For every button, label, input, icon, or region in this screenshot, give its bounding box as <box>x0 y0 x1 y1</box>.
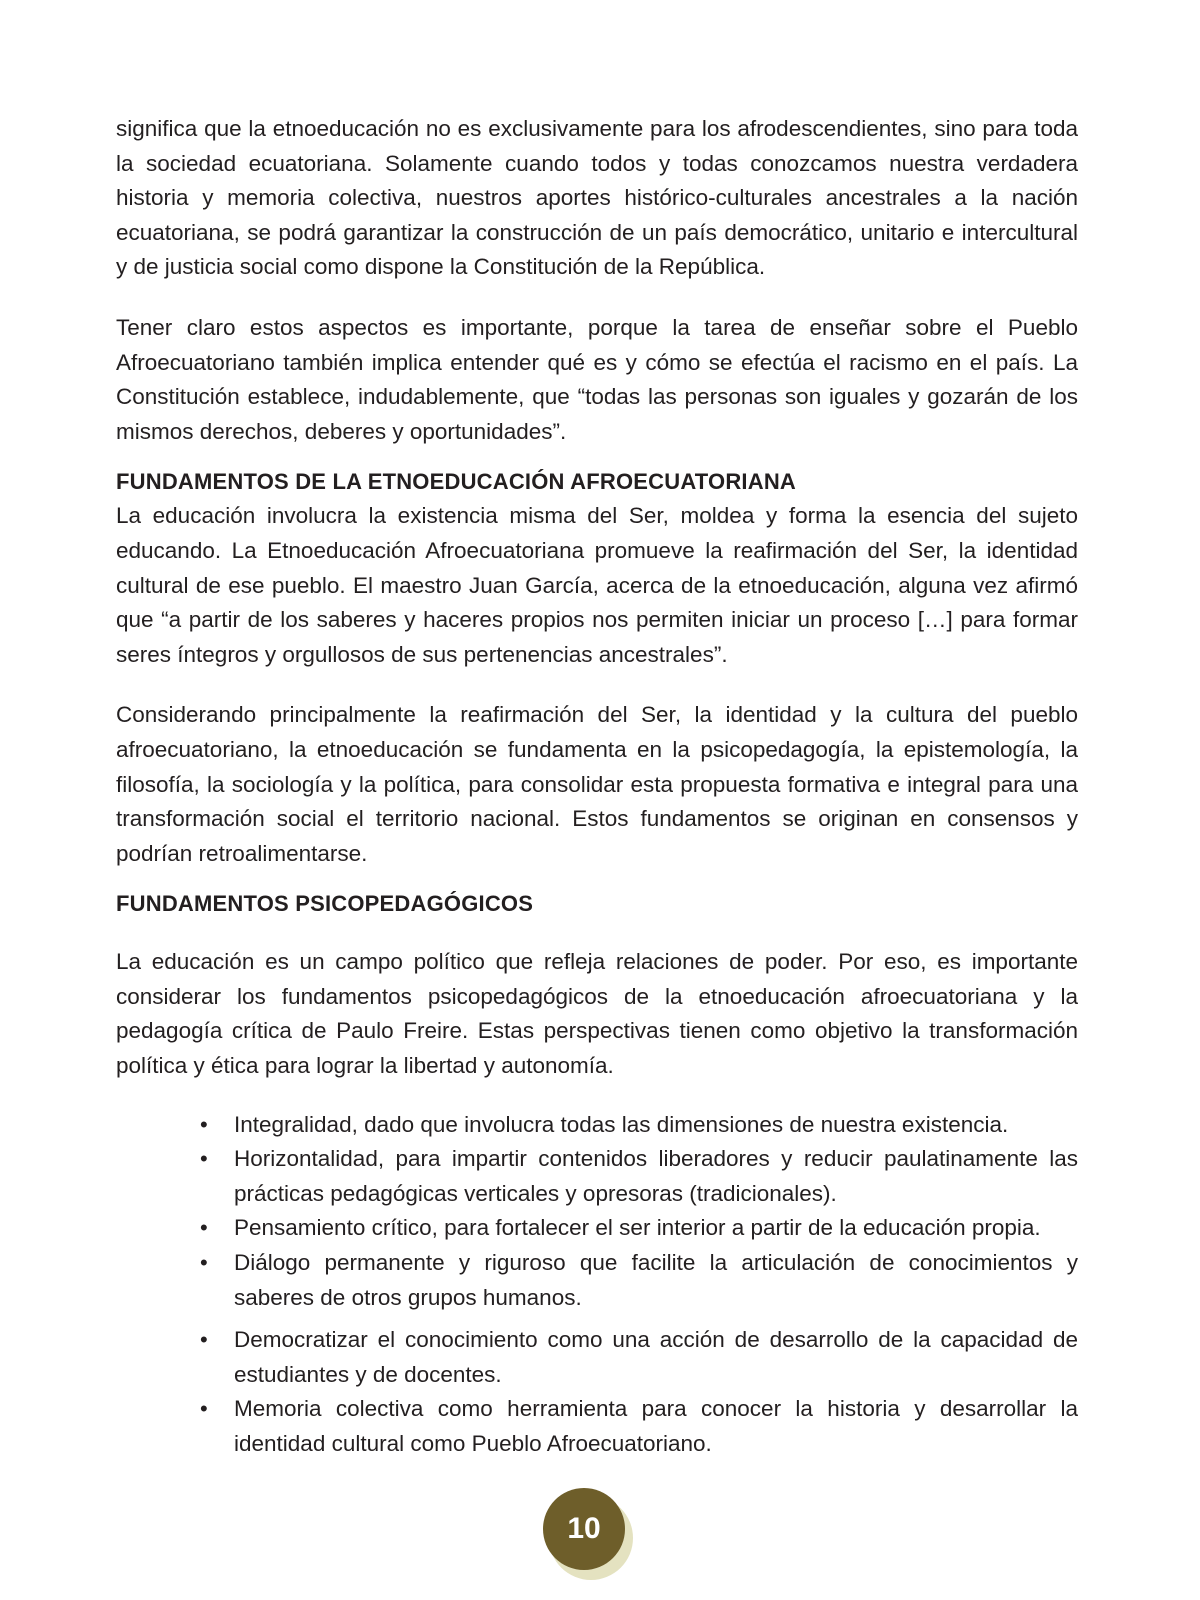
list-item-text: Horizontalidad, para impartir contenidos liberadores y reducir paulatinamente las prácticas pedagógicas verticales y opresoras (tradicionales). <box>234 1146 1078 1206</box>
list-item <box>200 1142 1078 1211</box>
bullet-icon: • <box>200 1396 208 1422</box>
list-item <box>200 1246 1078 1315</box>
paragraph-section1-2: Considerando principalmente la reafirmación del Ser, la identidad y la cultura del pueblo afroecuatoriano, la etnoeducación se fundamenta en la psicopedagogía, la epistemología, la filosofía, la sociología y la política, para consolidar esta propuesta formativa e integral para una transformación social el territorio nacional. Estos fundamentos se originan en consensos y podrían retroalimentarse. <box>116 702 1078 866</box>
list-item <box>200 1211 1078 1246</box>
page-number-badge <box>543 1488 635 1580</box>
list-item <box>200 1108 1078 1143</box>
list-item-text: Integralidad, dado que involucra todas las dimensiones de nuestra existencia. <box>234 1111 1009 1137</box>
list-item-text: Memoria colectiva como herramienta para conocer la historia y desarrollar la identidad cultural como Pueblo Afroecuatoriano. <box>234 1396 1078 1456</box>
page-number: 10 <box>543 1488 625 1570</box>
bullet-icon: • <box>200 1111 208 1137</box>
bullet-icon: • <box>200 1215 208 1241</box>
paragraph-section1-1: La educación involucra la existencia misma del Ser, moldea y forma la esencia del sujeto educando. La Etnoeducación Afroecuatoriana promueve la reafirmación del Ser, la identidad cultural de ese pueblo. El maestro Juan García, acerca de la etnoeducación, alguna vez afirmó que “a partir de los saberes y haceres propios nos permiten iniciar un proceso […] para formar seres íntegros y orgullosos de sus pertenencias ancestrales”. <box>116 503 1078 667</box>
list-item-text: Pensamiento crítico, para fortalecer el ser interior a partir de la educación propia. <box>234 1215 1041 1241</box>
bullet-list <box>116 1108 1078 1462</box>
list-item <box>200 1323 1078 1392</box>
list-item-text: Diálogo permanente y riguroso que facilite la articulación de conocimientos y saberes de otros grupos humanos. <box>234 1250 1078 1310</box>
page-content <box>116 112 1078 1462</box>
paragraph-intro-1: significa que la etnoeducación no es exclusivamente para los afrodescendientes, sino para toda la sociedad ecuatoriana. Solamente cuando todos y todas conozcamos nuestra verdadera historia y memoria colectiva, nuestros aportes histórico-culturales ancestrales a la nación ecuatoriana, se podrá garantizar la construcción de un país democrático, unitario e intercultural y de justicia social como dispone la Constitución de la República. <box>116 116 1078 280</box>
bullet-icon: • <box>200 1146 208 1172</box>
list-item-text: Democratizar el conocimiento como una acción de desarrollo de la capacidad de estudiantes y de docentes. <box>234 1327 1078 1387</box>
bullet-icon: • <box>200 1327 208 1353</box>
paragraph-intro-2: Tener claro estos aspectos es importante, porque la tarea de enseñar sobre el Pueblo Afroecuatoriano también implica entender qué es y cómo se efectúa el racismo en el país. La Constitución establece, indudablemente, que “todas las personas son iguales y gozarán de los mismos derechos, deberes y oportunidades”. <box>116 314 1078 444</box>
section-heading-etnoeducacion: FUNDAMENTOS DE LA ETNOEDUCACIÓN AFROECUATORIANA <box>116 469 796 495</box>
paragraph-section2: La educación es un campo político que refleja relaciones de poder. Por eso, es importante considerar los fundamentos psicopedagógicos de la etnoeducación afroecuatoriana y la pedagogía crítica de Paulo Freire. Estas perspectivas tienen como objetivo la transformación política y ética para lograr la libertad y autonomía. <box>116 949 1078 1079</box>
list-item <box>200 1392 1078 1461</box>
bullet-icon: • <box>200 1250 208 1276</box>
section-heading-psicopedagogicos: FUNDAMENTOS PSICOPEDAGÓGICOS <box>116 891 534 917</box>
